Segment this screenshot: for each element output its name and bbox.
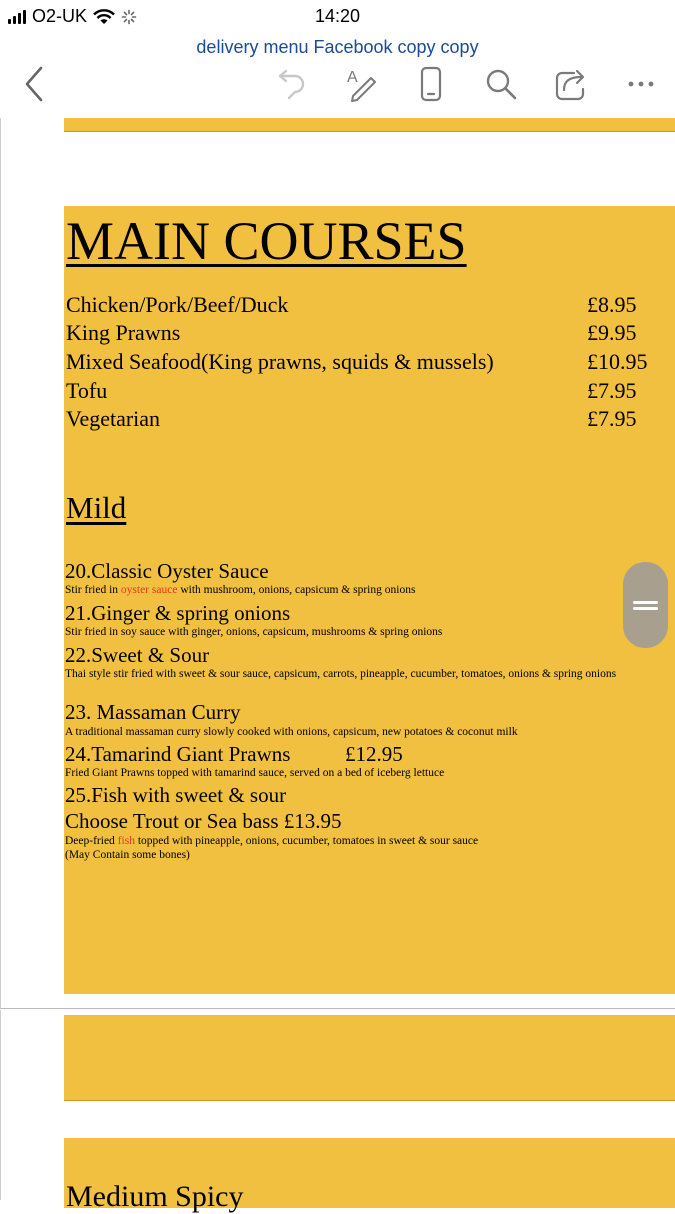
price-row-name: King Prawns [66, 320, 181, 345]
menu-block [64, 1138, 675, 1213]
highlight-text: fish [117, 835, 135, 847]
phone-view-icon[interactable] [411, 64, 451, 104]
dish-note: (May Contain some bones) [65, 849, 190, 861]
carrier-name: O2-UK [32, 6, 88, 26]
search-icon[interactable] [481, 64, 521, 104]
price-row [66, 320, 666, 348]
dish-title: 20.Classic Oyster Sauce [65, 559, 269, 583]
dish-description: Stir fried in soy sauce with ginger, onions, capsicum, mushrooms & spring onions [65, 626, 443, 638]
status-bar [0, 0, 675, 34]
dish-description: Deep-fried fish topped with pineapple, onions, cucumber, tomatoes in sweet & sour sauce [65, 835, 479, 847]
dish-choice: Choose Trout or Sea bass £13.95 [65, 809, 342, 833]
price-row-price: £7.95 [587, 378, 637, 403]
highlight-text: oyster sauce [120, 584, 178, 596]
price-row [66, 349, 666, 377]
page-title: MAIN COURSES [66, 211, 467, 271]
yellow-band [64, 118, 675, 132]
scroll-handle[interactable] [623, 562, 668, 648]
price-row [66, 292, 666, 320]
back-chevron-icon[interactable] [14, 64, 54, 104]
price-row-price: £7.95 [587, 406, 637, 431]
price-row [66, 406, 666, 434]
dish-description: Stir fried in oyster sauce with mushroom, onions, capsicum & spring onions [65, 584, 416, 596]
document-page [0, 1010, 675, 1213]
price-row [66, 378, 666, 406]
dish-title: 25.Fish with sweet & sour [65, 783, 287, 807]
section-heading-mild: Mild [66, 490, 127, 525]
markup-pen-icon[interactable] [341, 64, 381, 104]
dish-price: £12.95 [345, 742, 403, 766]
price-row-price: £10.95 [587, 349, 648, 374]
document-title[interactable]: delivery menu Facebook copy copy [196, 37, 479, 57]
yellow-band [64, 1015, 675, 1101]
document-page [0, 118, 675, 1009]
section-heading-medium: Medium Spicy [66, 1180, 244, 1213]
dish-title: 23. Massaman Curry [65, 700, 241, 724]
price-row-name: Mixed Seafood(King prawns, squids & mussels) [66, 349, 494, 374]
dish-description: Fried Giant Prawns topped with tamarind sauce, served on a bed of iceberg lettuce [65, 767, 445, 779]
dish-description: Thai style stir fried with sweet & sour sauce, capsicum, carrots, pineapple, cucumber, tomatoes, onions & spring onions [65, 668, 617, 680]
dish-title: 24.Tamarind Giant Prawns [65, 742, 291, 766]
price-row-price: £8.95 [587, 292, 637, 317]
menu-block [64, 206, 675, 994]
price-row-name: Chicken/Pork/Beef/Duck [66, 292, 289, 317]
price-row-name: Vegetarian [66, 406, 161, 431]
undo-icon[interactable] [272, 64, 312, 104]
price-row-price: £9.95 [587, 320, 637, 345]
dish-description: A traditional massaman curry slowly cooked with onions, capsicum, new potatoes & coconut milk [65, 726, 518, 738]
more-icon[interactable] [621, 64, 661, 104]
dish-title: 21.Ginger & spring onions [65, 601, 291, 625]
svg-text:A: A [347, 69, 358, 86]
price-row-name: Tofu [66, 378, 108, 403]
status-time: 14:20 [314, 6, 361, 26]
share-icon[interactable] [551, 64, 591, 104]
dish-title: 22.Sweet & Sour [65, 643, 210, 667]
